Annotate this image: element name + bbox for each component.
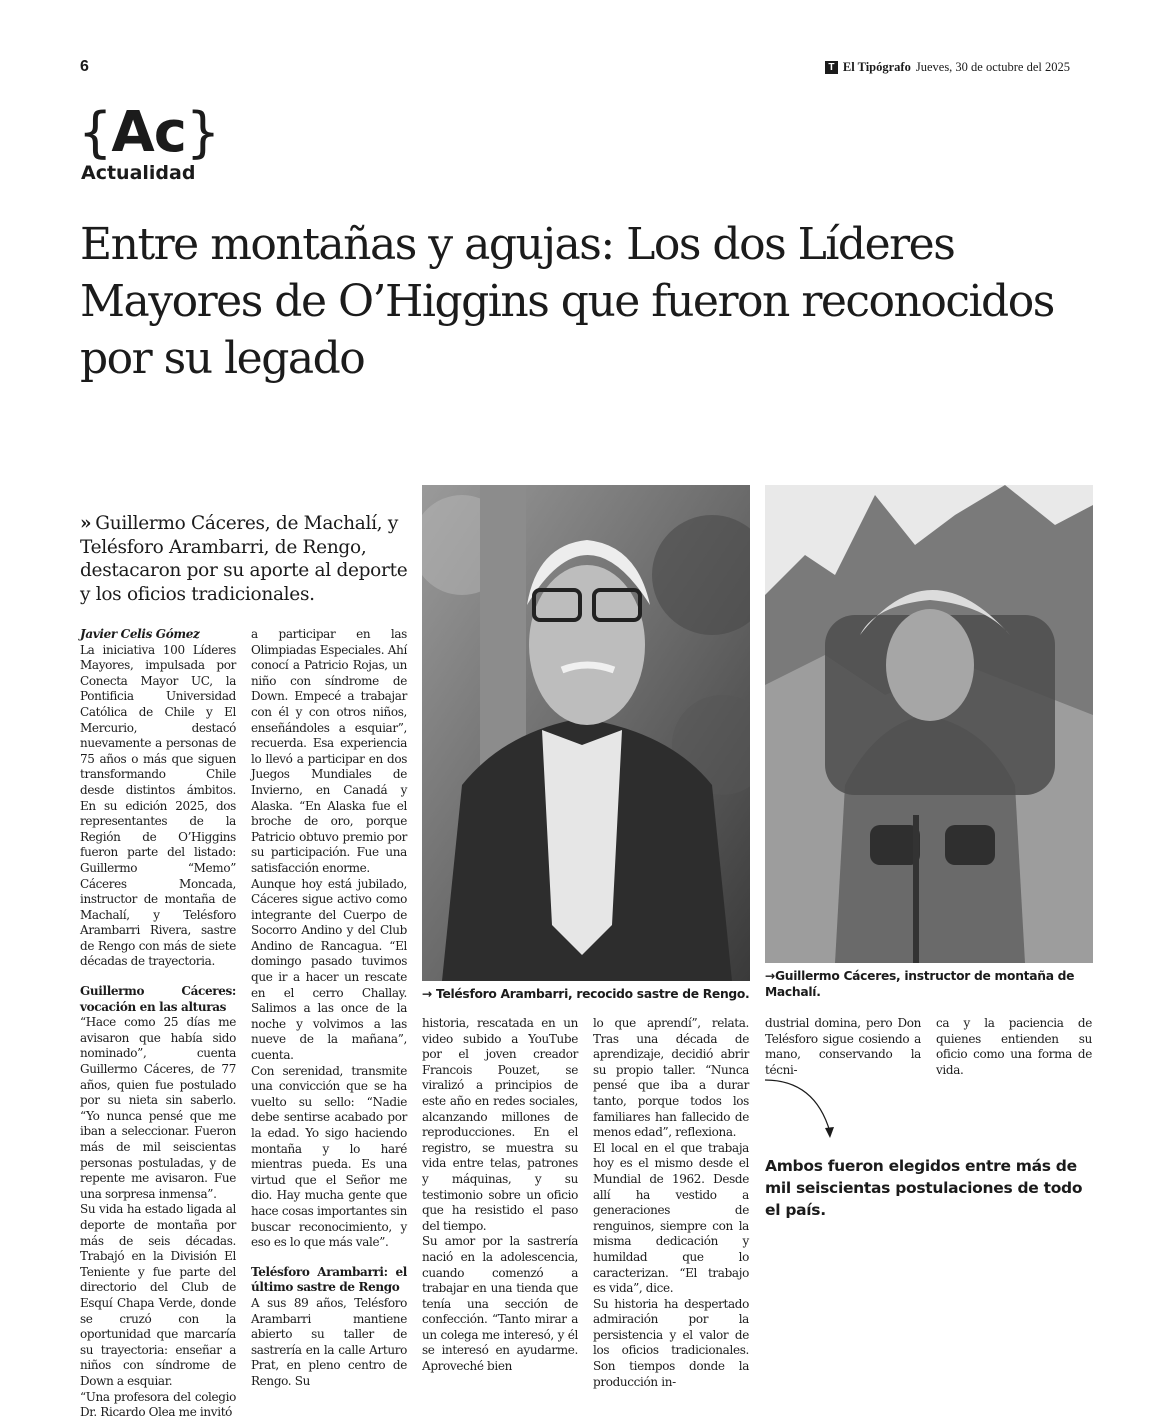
column-3 [422, 1016, 578, 1375]
paragraph: Su vida ha estado ligada al deporte de montaña por más de seis décadas. Trabajó en la División El Teniente y fue parte del directorio del Club de Esquí Chapa Verde, donde se cruzó con la oportunidad que marcaría su trayectoria: enseñar a niños con síndrome de Down a esquiar. [80, 1202, 236, 1388]
portrait-illustration [422, 485, 750, 981]
paragraph: ca y la paciencia de quienes entienden su oficio como una forma de vida. [936, 1016, 1092, 1077]
photo-telesforo-arambarri [422, 485, 750, 981]
section-logo [78, 98, 219, 184]
column-5 [765, 1016, 921, 1078]
lead-paragraph [80, 512, 410, 606]
photo-caption-telesforo: → Telésforo Arambarri, recocido sastre de Rengo. [422, 987, 750, 1001]
paragraph: A sus 89 años, Telésforo Arambarri mantiene abierto su taller de sastrería en la calle Arturo Prat, en pleno centro de Rengo. Su [251, 1295, 407, 1388]
paragraph: La iniciativa 100 Líderes Mayores, impulsada por Conecta Mayor UC, la Pontificia Universidad Católica de Chile y El Mercurio, destacó nuevamente a personas de 75 años o más que siguen transformando Chile desde distintos ámbitos. En su edición 2025, dos representantes de la Región de O’Higgins fueron parte del listado: Guillermo “Memo” Cáceres Moncada, instructor de montaña de Machalí, y Telésforo Arambarri Rivera, sastre de Rengo con más de siete décadas de trayectoria. [80, 642, 236, 969]
paragraph: “Una profesora del colegio Dr. Ricardo Olea me invitó [80, 1389, 236, 1420]
brace-open: { [78, 101, 112, 164]
curved-arrow-icon [760, 1072, 850, 1147]
masthead [825, 60, 1070, 75]
lead-text: Guillermo Cáceres, de Machalí, y Telésforo Arambarri, de Rengo, destacaron por su aporte al deporte y los oficios tradicionales. [80, 513, 408, 605]
paragraph: dustrial domina, pero Don Telésforo sigue cosiendo a mano, conservando la técni- [765, 1016, 921, 1077]
paragraph: a participar en las Olimpiadas Especiales. Ahí conocí a Patricio Rojas, un niño con síndrome de Down. Empecé a trabajar con él y con otros niños, enseñándoles a esquiar”, recuerda. Esa experiencia lo llevó a participar en dos Juegos Mundiales de Invierno, en Canadá y Alaska. “En Alaska fue el broche de oro, porque Patricio obtuvo premio por su participación. Fue una satisfacción enorme. [251, 627, 407, 875]
paragraph: “Hace como 25 días me avisaron que había sido nominado”, cuenta Guillermo Cáceres, de 77 años, quien fue postulado por su nieta sin saberlo. “Yo nunca pensé que me iban a seleccionar. Fueron más de mil seiscientas personas postuladas, y de repente me avisaron. Fue una sorpresa inmensa”. [80, 1015, 236, 1201]
paragraph: historia, rescatada en un video subido a YouTube por el joven creador Francois Pouzet, se viralizó a principios de este año en redes sociales, alcanzando millones de reproducciones. En el registro, se muestra su vida entre telas, patrones y máquinas, y su testimonio sobre un oficio que ha resistido el paso del tiempo. [422, 1016, 578, 1233]
byline: Javier Celis Gómez [80, 627, 200, 641]
newspaper-logo-icon: T [825, 61, 838, 74]
paragraph: Su amor por la sastrería nació en la adolescencia, cuando comenzó a trabajar en una tienda que tenía una sección de confección. “Tanto mirar a un colega me interesó, y él se interesó en ayudarme. Aproveché bien [422, 1234, 578, 1374]
lead-mark: » [80, 513, 92, 534]
section-letters: Ac [111, 100, 186, 165]
column-2 [251, 627, 407, 1390]
paragraph: lo que aprendí”, relata. Tras una década de aprendizaje, decidió abrir su propio taller. “Nunca pensé que iba a durar tanto, porque todos los familiares han fallecido de menos edad”, reflexiona. [593, 1016, 749, 1140]
headline: Entre montañas y agujas: Los dos Líderes Mayores de O’Higgins que fueron reconocidos por su legado [80, 219, 1054, 384]
subheading: Guillermo Cáceres: vocación en las alturas [80, 984, 236, 1014]
brand-name: El Tipógrafo [842, 60, 911, 74]
column-1 [80, 627, 236, 1421]
paragraph: Su historia ha despertado admiración por la persistencia y el valor de los oficios tradicionales. Son tiempos donde la producción in- [593, 1296, 749, 1389]
subheading: Telésforo Arambarri: el último sastre de Rengo [251, 1264, 407, 1295]
issue-date: Jueves, 30 de octubre del 2025 [915, 60, 1070, 74]
paragraph: Aunque hoy está jubilado, Cáceres sigue activo como integrante del Cuerpo de Socorro Andino y del Club Andino de Rancagua. “El domingo pasado tuvimos que ir a hacer un rescate en el cerro Challay. Salimos a las once de la noche y volvimos a las nueve de la mañana”, cuenta. [251, 876, 407, 1063]
column-4 [593, 1016, 749, 1390]
column-6 [936, 1016, 1092, 1078]
photo-caption-guillermo: →Guillermo Cáceres, instructor de montaña de Machalí. [765, 969, 1075, 999]
page-number: 6 [80, 58, 89, 75]
paragraph: El local en el que trabaja hoy es el mismo desde el Mundial de 1962. Desde allí ha vestido a generaciones de renguinos, siempre con la misma dedicación y humildad que lo caracterizan. “El trabajo es vida”, dice. [593, 1140, 749, 1296]
section-label: Actualidad [81, 162, 196, 184]
paragraph: Con serenidad, transmite una convicción que se ha vuelto su sello: “Nadie debe sentirse acabado por la edad. Yo sigo haciendo montaña y lo haré mientras pueda. Es una virtud que el Señor me dio. Hay mucha gente que hace cosas importantes sin buscar reconocimiento, y eso es lo que más vale”. [251, 1063, 407, 1250]
photo-guillermo-caceres [765, 485, 1093, 963]
section-code [78, 98, 219, 168]
pull-quote: Ambos fueron elegidos entre más de mil seiscientas postulaciones de todo el país. [765, 1157, 1083, 1219]
brace-close: } [185, 101, 220, 164]
mountaineer-illustration [765, 485, 1093, 963]
